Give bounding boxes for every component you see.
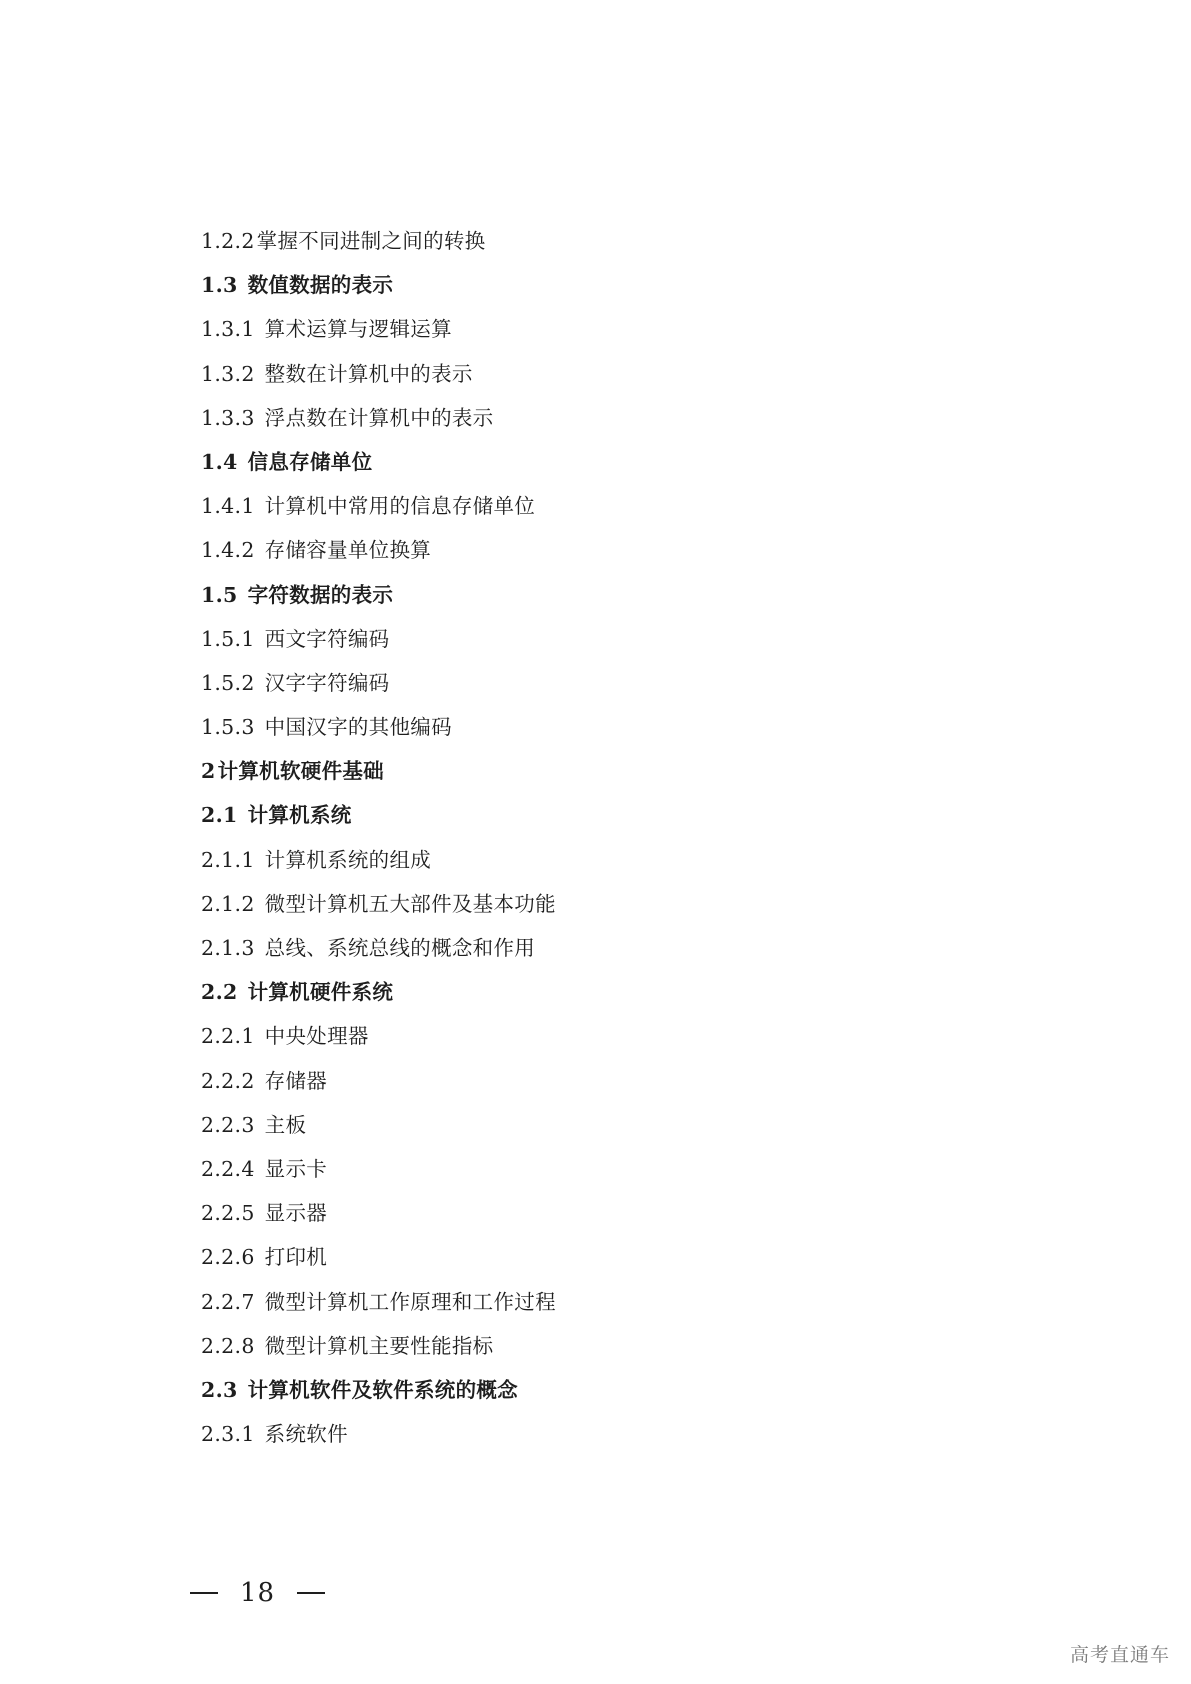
toc-entry-number: 2.2.2: [201, 1068, 255, 1093]
toc-entry-title: 主板: [264, 1112, 307, 1137]
toc-entry-title: 算术运算与逻辑运算: [264, 317, 452, 342]
toc-entry: [201, 1412, 961, 1456]
toc-entry-number: 2.1.1: [201, 847, 255, 872]
toc-entry-title: 汉字字符编码: [264, 670, 390, 695]
watermark-text: 高考直通车: [1069, 1644, 1170, 1666]
toc-heading: [201, 970, 961, 1014]
toc-entry-title: 计算机软件及软件系统的概念: [247, 1377, 518, 1402]
toc-entry: [201, 1059, 961, 1103]
toc-entry: [201, 882, 961, 926]
toc-entry-title: 整数在计算机中的表示: [264, 361, 473, 386]
toc-entry-title: 掌握不同进制之间的转换: [256, 229, 486, 253]
toc-entry-number: 2.2.6: [201, 1245, 255, 1270]
toc-entry-title: 显示器: [264, 1201, 328, 1226]
toc-entry-number: 2.2.3: [201, 1112, 255, 1137]
toc-entry-title: 微型计算机主要性能指标: [264, 1333, 494, 1358]
toc-entry-number: 2.2.5: [201, 1201, 255, 1226]
toc-entry-number: 1.2.2: [201, 229, 255, 253]
toc-entry: [201, 926, 961, 970]
toc-heading: [201, 263, 961, 307]
toc-entry: [201, 1235, 961, 1279]
toc-entry-number: 1.4.1: [201, 494, 255, 519]
toc-entry: [201, 838, 961, 882]
toc-entry-number: 1.5.1: [201, 626, 255, 651]
toc-entry-title: 计算机硬件系统: [247, 980, 394, 1005]
toc-entry-title: 西文字符编码: [264, 626, 390, 651]
toc-entry-number: 2.3.1: [201, 1422, 255, 1447]
toc-entry-title: 计算机系统的组成: [264, 847, 432, 872]
toc-entry-number: 1.5: [201, 582, 238, 607]
toc-entry-number: 1.4.2: [201, 538, 255, 563]
toc-entry-number: 2.2.4: [201, 1156, 255, 1181]
toc-entry-number: 2.2.1: [201, 1024, 255, 1049]
toc-entry-title: 信息存储单位: [247, 449, 373, 474]
right-dash: [297, 1592, 325, 1594]
toc-entry-title: 存储容量单位换算: [264, 538, 432, 563]
toc-entry-number: 2.2.7: [201, 1289, 255, 1314]
toc-entry-number: 2.3: [201, 1377, 238, 1402]
toc-entry-title: 中国汉字的其他编码: [264, 715, 452, 740]
toc-heading: [201, 1368, 961, 1412]
toc-entry-number: 1.5.2: [201, 670, 255, 695]
toc-entry-number: 2.2: [201, 980, 238, 1005]
toc-entry-number: 1.4: [201, 449, 238, 474]
toc-entry: [201, 661, 961, 705]
toc-heading: [201, 793, 961, 837]
page-footer: [190, 1573, 325, 1613]
toc-entry: [201, 1014, 961, 1058]
toc-entry-number: 1.5.3: [201, 715, 255, 740]
toc-entry: [201, 617, 961, 661]
toc-entry-title: 字符数据的表示: [247, 582, 394, 607]
toc-entry-number: 2: [201, 759, 216, 784]
toc-entry-number: 1.3.2: [201, 361, 255, 386]
toc-entry-title: 存储器: [264, 1068, 328, 1093]
toc-entry-title: 打印机: [264, 1245, 328, 1270]
toc-entry-number: 1.3: [201, 273, 238, 298]
page-number: 18: [240, 1578, 276, 1608]
toc-entry-title: 系统软件: [264, 1422, 348, 1447]
toc-entry-title: 计算机软硬件基础: [217, 759, 384, 784]
toc-entry: [201, 307, 961, 351]
toc-entry-title: 中央处理器: [264, 1024, 369, 1049]
toc-entry-title: 浮点数在计算机中的表示: [264, 405, 494, 430]
toc-entry: [201, 705, 961, 749]
toc-entry: [201, 219, 961, 263]
toc-entry-title: 总线、系统总线的概念和作用: [264, 936, 536, 960]
left-dash: [190, 1592, 218, 1594]
toc-heading: [201, 573, 961, 617]
toc-entry: [201, 1103, 961, 1147]
toc-entry-title: 显示卡: [264, 1156, 328, 1181]
toc-entry-number: 2.1.2: [201, 891, 255, 916]
toc-entry-title: 数值数据的表示: [247, 273, 394, 298]
toc-entry-number: 1.3.3: [201, 405, 255, 430]
toc-entry-number: 2.2.8: [201, 1333, 255, 1358]
toc-entry-number: 2.1.3: [201, 936, 255, 960]
toc-entry: [201, 1324, 961, 1368]
toc-entry-number: 2.1: [201, 803, 238, 828]
toc-entry-title: 微型计算机工作原理和工作过程: [264, 1289, 556, 1314]
toc-entry: [201, 484, 961, 528]
table-of-contents: [201, 219, 961, 1456]
toc-entry-title: 微型计算机五大部件及基本功能: [264, 891, 556, 916]
toc-entry-number: 1.3.1: [201, 317, 255, 342]
toc-heading: [201, 440, 961, 484]
toc-entry: [201, 1280, 961, 1324]
toc-heading: [201, 749, 961, 793]
toc-entry: [201, 1191, 961, 1235]
toc-entry: [201, 352, 961, 396]
toc-entry: [201, 396, 961, 440]
toc-entry: [201, 528, 961, 572]
toc-entry-title: 计算机中常用的信息存储单位: [264, 494, 536, 519]
toc-entry: [201, 1147, 961, 1191]
toc-entry-title: 计算机系统: [247, 803, 352, 828]
